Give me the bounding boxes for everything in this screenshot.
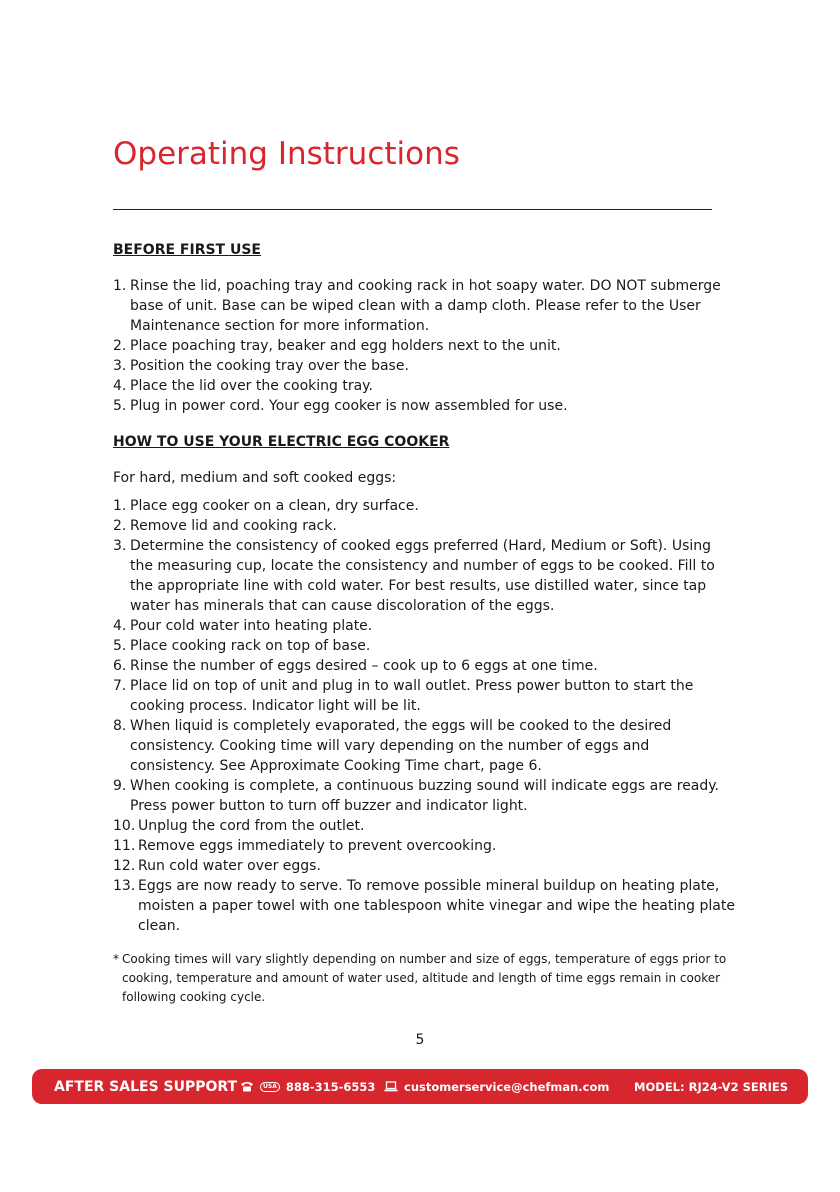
- step-text: Place the lid over the cooking tray.: [130, 378, 373, 394]
- instructions-content: [113, 240, 738, 1007]
- step-text: Run cold water over eggs.: [138, 858, 321, 874]
- footnote-text: Cooking times will vary slightly depending on number and size of eggs, temperature of eggs prior to cooking, temperature and amount of water used, altitude and length of time eggs remain in cooker following cooking cycle.: [122, 952, 727, 1004]
- step-text: Remove eggs immediately to prevent overcooking.: [138, 838, 497, 854]
- step-text: Unplug the cord from the outlet.: [138, 818, 365, 834]
- list-item: 13. Eggs are now ready to serve. To remove possible mineral buildup on heating plate, moisten a paper towel with one tablespoon white vinegar and wipe the heating plate clean.: [113, 876, 738, 936]
- step-text: Place lid on top of unit and plug in to wall outlet. Press power button to start the cooking process. Indicator light will be lit.: [130, 678, 694, 714]
- step-text: Position the cooking tray over the base.: [130, 358, 409, 374]
- before-first-use-list: [113, 276, 738, 416]
- list-item: 6. Rinse the number of eggs desired – cook up to 6 eggs at one time.: [113, 656, 738, 676]
- list-item: 2. Place poaching tray, beaker and egg holders next to the unit.: [113, 336, 738, 356]
- step-text: Plug in power cord. Your egg cooker is now assembled for use.: [130, 398, 568, 414]
- model-label: MODEL: RJ24-V2 SERIES: [634, 1079, 788, 1094]
- step-text: When liquid is completely evaporated, the eggs will be cooked to the desired consistency. Cooking time will vary depending on the number of eggs and consistency. See Approximate Cooking Time chart, page 6.: [130, 718, 672, 774]
- phone-icon: [240, 1081, 254, 1092]
- footnote: [113, 950, 738, 1007]
- list-item: 2. Remove lid and cooking rack.: [113, 516, 738, 536]
- phone-number: 888-315-6553: [285, 1079, 376, 1094]
- step-text: Place cooking rack on top of base.: [130, 638, 371, 654]
- list-item: 12. Run cold water over eggs.: [113, 856, 738, 876]
- email-address: customerservice@chefman.com: [404, 1079, 610, 1094]
- list-item: 4. Pour cold water into heating plate.: [113, 616, 738, 636]
- laptop-icon: [384, 1081, 398, 1092]
- how-to-use-heading: HOW TO USE YOUR ELECTRIC EGG COOKER: [113, 434, 450, 450]
- before-first-use-heading: BEFORE FIRST USE: [113, 242, 261, 258]
- step-text: Eggs are now ready to serve. To remove possible mineral buildup on heating plate, moisten a paper towel with one tablespoon white vinegar and wipe the heating plate clean.: [138, 878, 735, 934]
- list-item: 1. Place egg cooker on a clean, dry surface.: [113, 496, 738, 516]
- after-sales-support-bar: [32, 1069, 808, 1104]
- after-sales-support-label: AFTER SALES SUPPORT: [54, 1078, 238, 1095]
- page-title: Operating Instructions: [113, 136, 460, 172]
- step-text: When cooking is complete, a continuous buzzing sound will indicate eggs are ready. Press power button to turn off buzzer and indicator light.: [130, 778, 720, 814]
- step-text: Place egg cooker on a clean, dry surface.: [130, 498, 419, 514]
- list-item: 5. Plug in power cord. Your egg cooker is now assembled for use.: [113, 396, 738, 416]
- support-email[interactable]: [384, 1080, 609, 1094]
- step-text: Rinse the number of eggs desired – cook up to 6 eggs at one time.: [130, 658, 598, 674]
- usa-badge: USA: [260, 1082, 280, 1092]
- list-item: 10. Unplug the cord from the outlet.: [113, 816, 738, 836]
- list-item: 1. Rinse the lid, poaching tray and cooking rack in hot soapy water. DO NOT submerge base of unit. Base can be wiped clean with a damp cloth. Please refer to the User Maintenance section for more information.: [113, 276, 738, 336]
- footnote-mark: *: [113, 952, 119, 966]
- step-text: Rinse the lid, poaching tray and cooking rack in hot soapy water. DO NOT submerge base of unit. Base can be wiped clean with a damp cloth. Please refer to the User Maintenance section for more information.: [130, 278, 721, 334]
- title-divider: [113, 209, 712, 210]
- how-to-use-intro: For hard, medium and soft cooked eggs:: [113, 470, 397, 486]
- how-to-use-list: [113, 496, 738, 936]
- list-item: 3. Position the cooking tray over the base.: [113, 356, 738, 376]
- list-item: 4. Place the lid over the cooking tray.: [113, 376, 738, 396]
- step-text: Place poaching tray, beaker and egg holders next to the unit.: [130, 338, 561, 354]
- list-item: 8. When liquid is completely evaporated, the eggs will be cooked to the desired consistency. Cooking time will vary depending on the number of eggs and consistency. See Approximate Cooking Time chart, page 6.: [113, 716, 738, 776]
- list-item: 3. Determine the consistency of cooked eggs preferred (Hard, Medium or Soft). Using the measuring cup, locate the consistency and number of eggs to be cooked. Fill to the appropriate line with cold water. For best results, use distilled water, since tap water has minerals that can cause discoloration of the eggs.: [113, 536, 738, 616]
- step-text: Determine the consistency of cooked eggs preferred (Hard, Medium or Soft). Using the measuring cup, locate the consistency and number of eggs to be cooked. Fill to the appropriate line with cold water. For best results, use distilled water, since tap water has minerals that can cause discoloration of the eggs.: [130, 538, 715, 614]
- list-item: 11. Remove eggs immediately to prevent overcooking.: [113, 836, 738, 856]
- list-item: 5. Place cooking rack on top of base.: [113, 636, 738, 656]
- support-phone[interactable]: [240, 1080, 375, 1094]
- step-text: Remove lid and cooking rack.: [130, 518, 337, 534]
- step-text: Pour cold water into heating plate.: [130, 618, 373, 634]
- page-number: 5: [415, 1032, 425, 1048]
- list-item: 7. Place lid on top of unit and plug in to wall outlet. Press power button to start the cooking process. Indicator light will be lit.: [113, 676, 738, 716]
- list-item: 9. When cooking is complete, a continuous buzzing sound will indicate eggs are ready. Press power button to turn off buzzer and indicator light.: [113, 776, 738, 816]
